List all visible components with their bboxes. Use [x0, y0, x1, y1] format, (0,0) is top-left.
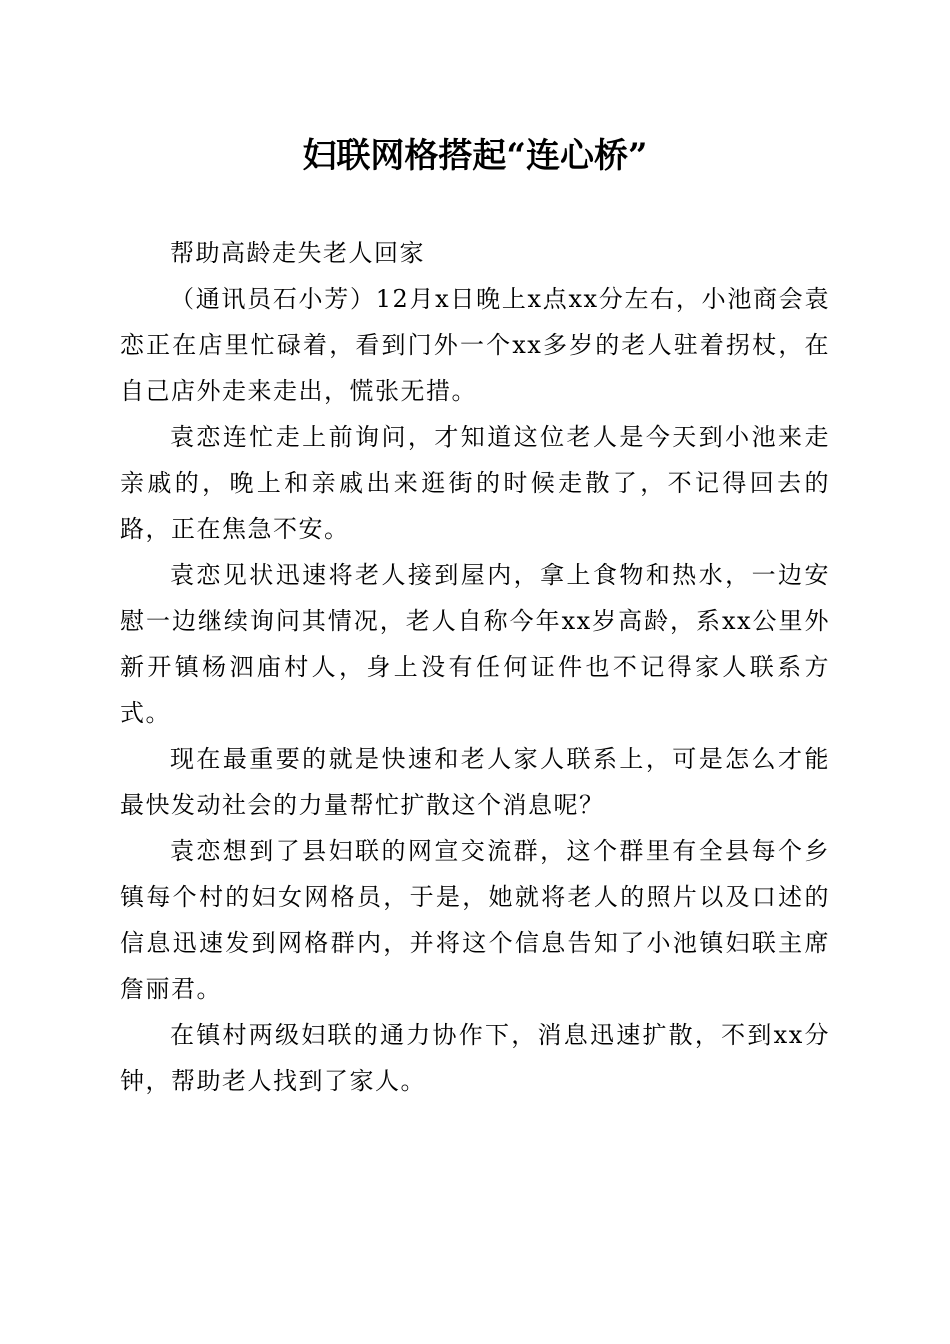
- document-body: [120, 230, 830, 1104]
- body-paragraph: 袁恋想到了县妇联的网宣交流群，这个群里有全县每个乡镇每个村的妇女网格员，于是，她就将老人的照片以及口述的信息迅速发到网格群内，并将这个信息告知了小池镇妇联主席詹丽君。: [120, 837, 830, 1003]
- document-title: 妇联网格搭起“连心桥”: [302, 136, 648, 176]
- body-paragraph: 袁恋见状迅速将老人接到屋内，拿上食物和热水，一边安慰一边继续询问其情况，老人自称今年xx岁高龄，系xx公里外新开镇杨泗庙村人，身上没有任何证件也不记得家人联系方式。: [120, 561, 830, 727]
- body-paragraph: （通讯员石小芳）12月x日晚上x点xx分左右，小池商会袁恋正在店里忙碌着，看到门外一个xx多岁的老人驻着拐杖，在自己店外走来走出，慌张无措。: [120, 285, 830, 405]
- body-paragraph: 现在最重要的就是快速和老人家人联系上，可是怎么才能最快发动社会的力量帮忙扩散这个消息呢？: [120, 745, 830, 819]
- body-paragraph: 袁恋连忙走上前询问，才知道这位老人是今天到小池来走亲戚的，晚上和亲戚出来逛街的时候走散了，不记得回去的路，正在焦急不安。: [120, 423, 830, 543]
- body-paragraph: 在镇村两级妇联的通力协作下，消息迅速扩散，不到xx分钟，帮助老人找到了家人。: [120, 1021, 830, 1095]
- subheading-paragraph: 帮助高龄走失老人回家: [170, 239, 425, 267]
